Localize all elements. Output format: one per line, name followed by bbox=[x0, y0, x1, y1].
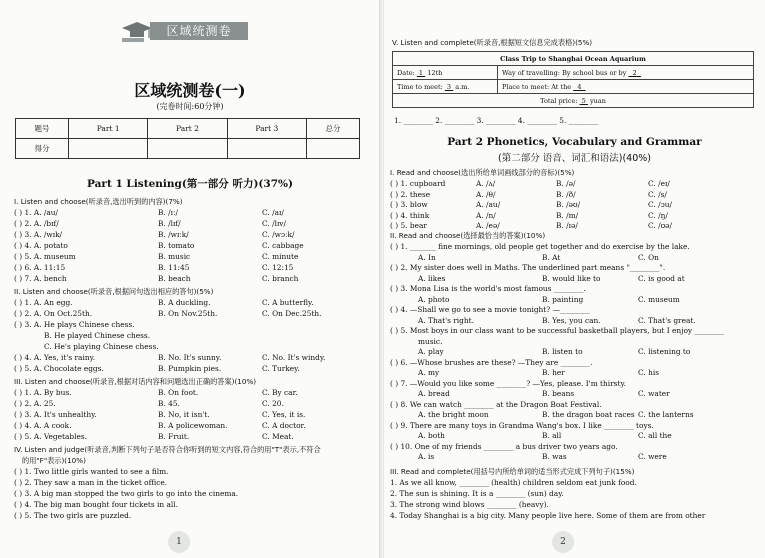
score-cell[interactable] bbox=[69, 139, 148, 159]
score-header: 总分 bbox=[307, 119, 360, 139]
question-item: ( ) 2. A. 25. bbox=[14, 399, 56, 408]
answer-option: B. A duckling. bbox=[158, 298, 211, 307]
answer-option: C. He's playing Chinese chess. bbox=[44, 342, 159, 351]
trip-place-cell bbox=[498, 80, 754, 94]
answer-line[interactable]: 1. ________ 2. ________ 3. ________ 4. ________ 5. ________ bbox=[394, 116, 599, 125]
section-heading: III. Listen and choose(听录音,根据对话内容和问题选出正确的答案)(10%) bbox=[14, 377, 257, 386]
section-heading: II. Read and choose(选择最恰当的答案)(10%) bbox=[390, 231, 546, 240]
answer-option: B. 11:45 bbox=[158, 263, 190, 272]
question-item: ( ) 3. blow bbox=[390, 200, 428, 209]
answer-option: B. /ɪː/ bbox=[158, 208, 178, 217]
statement-item: ( ) 2. They saw a man in the ticket office. bbox=[14, 478, 168, 487]
answer-option: B. tomato bbox=[158, 241, 195, 250]
section-heading: I. Listen and choose(听录音,选出听到的内容)(7%) bbox=[14, 197, 183, 206]
score-cell[interactable] bbox=[307, 139, 360, 159]
answer-option: C. /lɪv/ bbox=[262, 219, 286, 228]
answer-option: B. /ə/ bbox=[556, 179, 576, 188]
question-item: ( ) 3. A. He plays Chinese chess. bbox=[14, 320, 135, 329]
question-item: ( ) 2. A. /bɪf/ bbox=[14, 219, 59, 228]
section-heading: IV. Listen and judge(听录音,判断下列句子是否符合你听到的短文内容,符合的用"T"表示,不符合 bbox=[14, 445, 321, 454]
part-title: Part 2 Phonetics, Vocabulary and Grammar bbox=[447, 136, 702, 148]
answer-option: C. branch bbox=[262, 274, 299, 283]
part-subtitle: (第二部分 语音、词汇和语法)(40%) bbox=[498, 153, 651, 164]
score-header: Part 3 bbox=[227, 119, 306, 139]
answer-option: A. the bright moon bbox=[418, 410, 489, 419]
answer-option: C. the lanterns bbox=[638, 410, 694, 419]
answer-option: C. is good at bbox=[638, 273, 685, 283]
answer-option: C. Meat. bbox=[262, 432, 294, 441]
label: Time to meet: bbox=[397, 82, 443, 91]
question-item: ( ) 2. My sister does well in Maths. The underlined part means "________". bbox=[390, 263, 666, 272]
question-item: ( ) 4. A. Yes, it's rainy. bbox=[14, 353, 96, 362]
answer-option: B. Fruit. bbox=[158, 432, 190, 441]
answer-option: C. Turkey. bbox=[262, 364, 300, 373]
page-number: 1 bbox=[168, 531, 190, 553]
question-item: ( ) 5. Most boys in our class want to be successful basketball players, but I enjoy ________ bbox=[390, 326, 725, 335]
trip-price-cell bbox=[393, 94, 754, 108]
sentence-item: 2. The sun is shining. It is a ________ (sun) day. bbox=[390, 489, 564, 498]
question-item: ( ) 1. _______ fine mornings, old people get together and do exercise by the lake. bbox=[390, 242, 690, 251]
question-item: ( ) 5. A. Vegetables. bbox=[14, 432, 88, 441]
label: Total price: bbox=[540, 96, 578, 105]
answer-option: C. A butterfly. bbox=[262, 298, 314, 307]
label: Place to meet: At the bbox=[502, 82, 572, 91]
answer-option: A. my bbox=[418, 368, 440, 377]
answer-option: A. bread bbox=[418, 389, 450, 398]
answer-option: B. /ð/ bbox=[556, 189, 576, 199]
label: a.m. bbox=[455, 82, 470, 91]
trip-date-cell bbox=[393, 66, 498, 80]
answer-option: C. That's great. bbox=[638, 315, 696, 325]
answer-option: A. play bbox=[418, 347, 444, 356]
question-item: ( ) 6. —Whose brushes are these? —They are ________. bbox=[390, 357, 593, 367]
answer-option: B. 45. bbox=[158, 399, 180, 408]
answer-option: B. beans bbox=[542, 389, 575, 398]
label: yuan bbox=[589, 96, 606, 105]
section-heading: I. Read and choose(选出所给单词画线部分的音标)(5%) bbox=[390, 168, 575, 177]
blank-number: 2 bbox=[632, 68, 637, 77]
question-item: ( ) 1. A. By bus. bbox=[14, 388, 72, 397]
answer-option: C. water bbox=[638, 389, 670, 398]
answer-option: C. 12:15 bbox=[262, 263, 294, 272]
question-item: ( ) 9. There are many toys in Grandma Wang's box. I like ________ toys. bbox=[390, 420, 654, 430]
blank-number: 5 bbox=[581, 96, 586, 105]
answer-option: B. music bbox=[158, 252, 191, 261]
section-heading: III. Read and complete(用括号内所给单词的适当形式完成下列句子)(15%) bbox=[390, 467, 635, 476]
question-item: ( ) 4. —Shall we go to see a movie tonight? —________ bbox=[390, 305, 590, 314]
answer-option: B. beach bbox=[158, 274, 191, 283]
statement-item: ( ) 5. The two girls are puzzled. bbox=[14, 511, 132, 520]
answer-option: B. On Nov.25th. bbox=[158, 309, 218, 318]
score-cell[interactable] bbox=[227, 139, 306, 159]
answer-option: B. No, it isn't. bbox=[158, 410, 210, 419]
section-heading-cont: 的用"F"表示)(10%) bbox=[22, 456, 86, 465]
answer-option: B. /əʊ/ bbox=[556, 200, 581, 209]
question-item: ( ) 4. A. potato bbox=[14, 241, 68, 250]
answer-option: C. /wɔːk/ bbox=[262, 230, 295, 239]
answer-option: A. In bbox=[418, 252, 436, 262]
question-item: ( ) 5. bear bbox=[390, 221, 427, 230]
answer-option: B. all bbox=[542, 431, 562, 440]
question-item: ( ) 7. —Would you like some ________? —Yes, please. I'm thirsty. bbox=[390, 378, 626, 388]
blank-number: 3 bbox=[446, 82, 452, 91]
left-page bbox=[0, 0, 380, 558]
question-item: ( ) 6. A. 11:15 bbox=[14, 263, 66, 272]
banner-label: 区域统测卷 bbox=[150, 22, 248, 40]
answer-option: C. museum bbox=[638, 294, 680, 304]
label: Way of travelling: By school bus or by bbox=[502, 68, 627, 77]
answer-option: C. A doctor. bbox=[262, 421, 306, 430]
answer-option: C. /s/ bbox=[648, 189, 667, 199]
blank-number: 1 bbox=[418, 68, 424, 77]
answer-option: B. /wɪːk/ bbox=[158, 230, 189, 239]
question-item: ( ) 1. cupboard bbox=[390, 179, 446, 188]
statement-item: ( ) 3. A big man stopped the two girls to go into the cinema. bbox=[14, 489, 239, 498]
sentence-item: 4. Today Shanghai is a big city. Many people live here. Some of them are from other bbox=[390, 511, 706, 520]
question-item-cont: music. bbox=[418, 336, 443, 346]
answer-option: B. A policewoman. bbox=[158, 421, 228, 430]
question-item: ( ) 5. A. Chocolate eggs. bbox=[14, 364, 104, 373]
answer-option: A. /θ/ bbox=[476, 189, 496, 199]
score-header: 题号 bbox=[16, 119, 69, 139]
answer-option: C. were bbox=[638, 452, 667, 461]
score-header: Part 1 bbox=[69, 119, 148, 139]
page-subtitle: (完卷时间:60分钟) bbox=[156, 102, 224, 111]
answer-option: C. /aɪ/ bbox=[262, 208, 284, 217]
answer-option: C. minute bbox=[262, 252, 299, 261]
question-item: ( ) 10. One of my friends ________ a bus driver two years ago. bbox=[390, 441, 618, 451]
trip-table bbox=[392, 51, 754, 108]
page-number: 2 bbox=[552, 531, 574, 553]
trip-time-cell bbox=[393, 80, 498, 94]
answer-option: A. both bbox=[418, 431, 445, 440]
trip-way-cell bbox=[498, 66, 754, 80]
answer-option: B. Pumpkin pies. bbox=[158, 364, 222, 373]
answer-option: A. /n/ bbox=[476, 210, 496, 220]
answer-option: B. was bbox=[542, 452, 567, 461]
graduation-cap-icon bbox=[120, 18, 154, 44]
answer-option: C. /eɪ/ bbox=[648, 179, 670, 188]
score-table bbox=[15, 118, 360, 159]
answer-option: C. Yes, it is. bbox=[262, 410, 306, 419]
answer-option: C. On bbox=[638, 252, 659, 262]
answer-option: C. listening to bbox=[638, 347, 691, 356]
sentence-item: 3. The strong wind blows ________ (heavy). bbox=[390, 500, 549, 509]
answer-option: B. /ɪə/ bbox=[556, 221, 578, 230]
answer-option: B. At bbox=[542, 252, 561, 262]
answer-option: A. /eə/ bbox=[476, 221, 500, 230]
section-banner bbox=[120, 18, 240, 44]
label: Date: bbox=[397, 68, 415, 77]
label: 12th bbox=[427, 68, 443, 77]
question-item: ( ) 5. A. museum bbox=[14, 252, 76, 261]
page-title: 区域统测卷(一) bbox=[134, 81, 246, 100]
answer-option: C. /ɔu/ bbox=[648, 200, 672, 209]
question-item: ( ) 3. A. /wɪk/ bbox=[14, 230, 63, 239]
question-item: ( ) 2. these bbox=[390, 189, 431, 199]
answer-option: B. would like to bbox=[542, 273, 601, 283]
question-item: ( ) 4. think bbox=[390, 210, 430, 220]
answer-option: B. On foot. bbox=[158, 388, 199, 397]
answer-option: B. listen to bbox=[542, 347, 583, 356]
score-cell[interactable] bbox=[148, 139, 227, 159]
answer-option: C. /ʊə/ bbox=[648, 221, 673, 230]
section-heading: V. Listen and complete(听录音,根据短文信息完成表格)(5%) bbox=[392, 38, 593, 47]
answer-option: B. the dragon boat races bbox=[542, 410, 635, 419]
blank-number: 4 bbox=[577, 82, 582, 91]
answer-option: A. /ʌ/ bbox=[476, 179, 496, 188]
question-item: ( ) 2. A. On Oct.25th. bbox=[14, 309, 93, 318]
part-title: Part 1 Listening(第一部分 听力)(37%) bbox=[87, 178, 293, 190]
trip-title: Class Trip to Shanghai Ocean Aquarium bbox=[393, 52, 754, 66]
answer-option: C. No. It's windy. bbox=[262, 353, 326, 362]
answer-option: C. /ŋ/ bbox=[648, 210, 668, 220]
question-item: ( ) 1. A. /au/ bbox=[14, 208, 59, 217]
statement-item: ( ) 4. The big man bought four tickets in all. bbox=[14, 500, 178, 509]
answer-option: B. painting bbox=[542, 294, 584, 304]
question-item: ( ) 8. We can watch ________ at the Dragon Boat Festival. bbox=[390, 399, 602, 409]
answer-option: C. 20. bbox=[262, 399, 284, 408]
statement-item: ( ) 1. Two little girls wanted to see a film. bbox=[14, 467, 169, 476]
answer-option: B. He played Chinese chess. bbox=[44, 331, 151, 340]
section-heading: II. Listen and choose(听录音,根据问句选出相应的答句)(5%) bbox=[14, 287, 214, 296]
answer-option: B. /m/ bbox=[556, 210, 579, 220]
right-page bbox=[384, 0, 765, 558]
answer-option: A. likes bbox=[418, 273, 446, 283]
sentence-item: 1. As we all know, ________ (health) children seldom eat junk food. bbox=[390, 478, 637, 487]
answer-option: C. all the bbox=[638, 431, 672, 440]
question-item: ( ) 4. A. A cook. bbox=[14, 421, 72, 430]
answer-option: A. /au/ bbox=[476, 200, 501, 209]
answer-option: A. That's right. bbox=[418, 315, 474, 325]
answer-option: B. Yes, you can. bbox=[542, 315, 601, 325]
question-item: ( ) 7. A. bench bbox=[14, 274, 67, 283]
question-item: ( ) 3. A. It's unhealthy. bbox=[14, 410, 97, 419]
question-item: ( ) 3. Mona Lisa is the world's most famous ________. bbox=[390, 284, 586, 293]
answer-option: A. photo bbox=[418, 294, 450, 304]
question-item: ( ) 1. A. An egg. bbox=[14, 298, 73, 307]
answer-option: A. is bbox=[418, 452, 435, 461]
answer-option: C. On Dec.25th. bbox=[262, 309, 322, 318]
answer-option: B. No. It's sunny. bbox=[158, 353, 222, 362]
score-header: Part 2 bbox=[148, 119, 227, 139]
answer-option: C. his bbox=[638, 368, 660, 377]
answer-option: B. /lɪf/ bbox=[158, 219, 181, 228]
answer-option: C. By car. bbox=[262, 388, 298, 397]
answer-option: B. her bbox=[542, 368, 565, 377]
score-row-label: 得分 bbox=[16, 139, 69, 159]
answer-option: C. cabbage bbox=[262, 241, 304, 250]
